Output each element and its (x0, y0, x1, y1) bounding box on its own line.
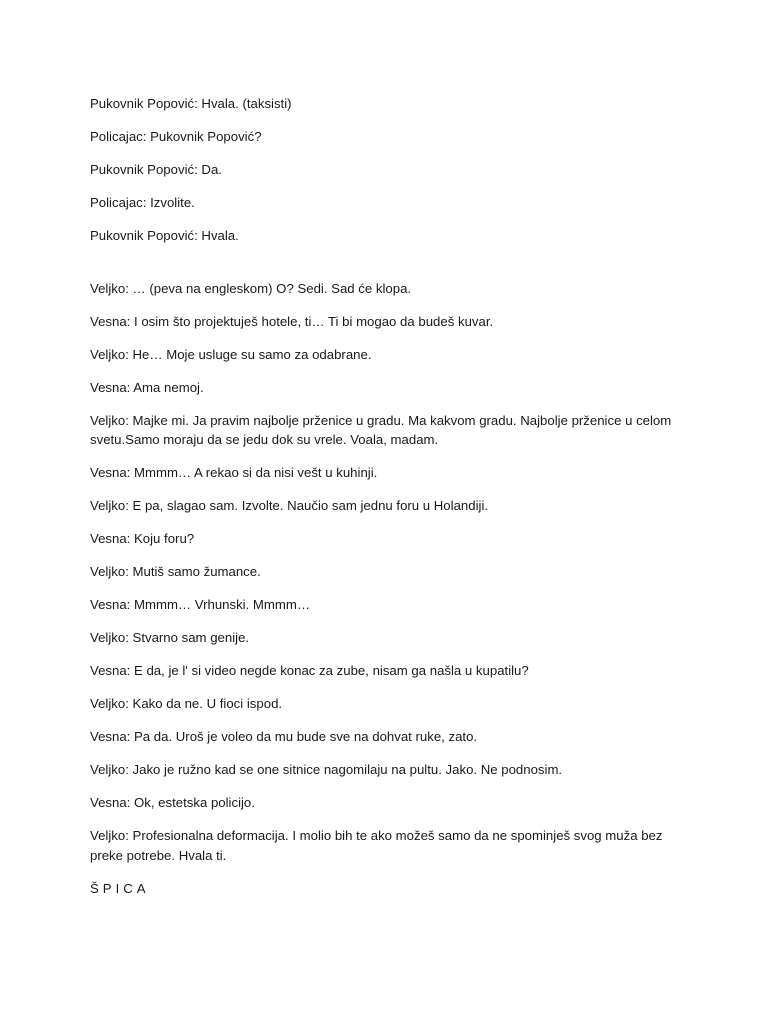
dialogue-line: Veljko: E pa, slagao sam. Izvolte. Naučio sam jednu foru u Holandiji. (90, 498, 489, 513)
dialogue-line: Vesna: Pa da. Uroš je voleo da mu bude sve na dohvat ruke, zato. (90, 729, 478, 744)
dialogue-line: Veljko: Jako je ružno kad se one sitnice nagomilaju na pultu. Jako. Ne podnosim. (90, 762, 563, 777)
dialogue-line: Vesna: Mmmm… Vrhunski. Mmmm… (90, 597, 311, 612)
dialogue-line: Veljko: Majke mi. Ja pravim najbolje prženice u gradu. Ma kakvom gradu. Najbolje prženice u celom svetu.Samo moraju da se jedu dok su vrele. Voala, madam. (90, 412, 672, 447)
dialogue-line: Veljko: … (peva na engleskom) O? Sedi. Sad će klopa. (90, 280, 412, 296)
dialogue-line: Veljko: Stvarno sam genije. (90, 630, 250, 645)
dialogue-text (90, 94, 680, 912)
dialogue-line: Veljko: Mutiš samo žumance. (90, 564, 261, 579)
dialogue-line: Vesna: Ok, estetska policijo. (90, 795, 255, 810)
dialogue-line: Policajac: Izvolite. (90, 195, 195, 210)
dialogue-line: Veljko: Kako da ne. U fioci ispod. (90, 696, 283, 711)
dialogue-line: Vesna: Ama nemoj. (90, 379, 204, 395)
dialogue-line: Pukovnik Popović: Hvala. (90, 228, 239, 243)
dialogue-line: Vesna: E da, je l' si video negde konac za zube, nisam ga našla u kupatilu? (90, 663, 529, 678)
dialogue-line: Vesna: Koju foru? (90, 531, 195, 546)
section-heading: ŠPICA (90, 880, 150, 896)
dialogue-line: Vesna: Mmmm… A rekao si da nisi vešt u kuhinji. (90, 465, 378, 480)
dialogue-line: Veljko: He… Moje usluge su samo za odabrane. (90, 346, 372, 362)
dialogue-line: Policajac: Pukovnik Popović? (90, 129, 262, 144)
dialogue-line: Pukovnik Popović: Da. (90, 162, 222, 177)
dialogue-line: Veljko: Profesionalna deformacija. I molio bih te ako možeš samo da ne spominješ svog muža bez preke potrebe. Hvala ti. (90, 828, 663, 863)
dialogue-line: Vesna: I osim što projektuješ hotele, ti… Ti bi mogao da budeš kuvar. (90, 313, 494, 329)
dialogue-line: Pukovnik Popović: Hvala. (taksisti) (90, 96, 292, 111)
